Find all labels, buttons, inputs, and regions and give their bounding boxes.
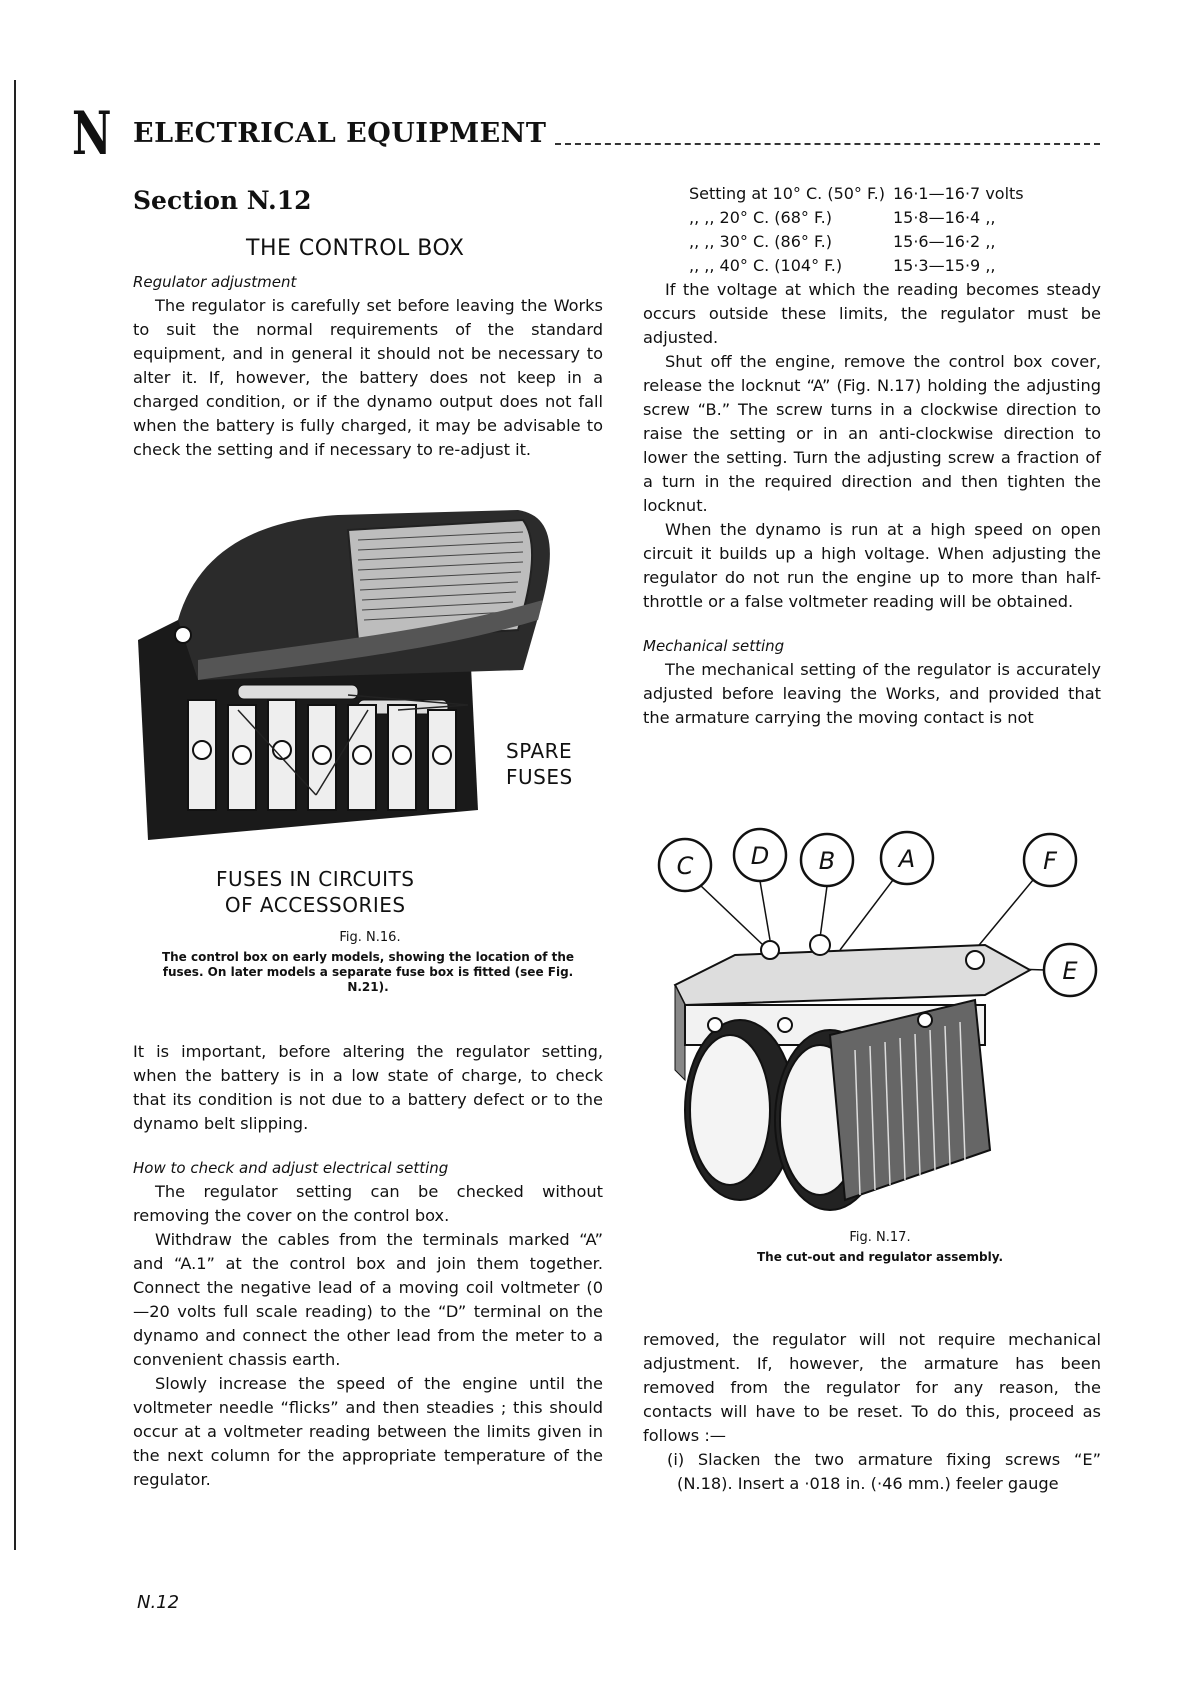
callout-B: B xyxy=(818,847,836,875)
callout-D: D xyxy=(750,842,770,870)
regulator-paragraph: The regulator is carefully set before leaving the Works to suit the normal requirements of the standard equipment, and in general it should not be necessary to alter it. If, however, the battery does not keep in a charged condition, or if the dynamo output does not fall when the battery is fully charged, it may be advisable to check the setting and if necessary to re-adjust it. xyxy=(133,296,603,459)
label-accessory-fuses: FUSES IN CIRCUITS OF ACCESSORIES xyxy=(216,867,415,917)
page-number: N.12 xyxy=(137,1592,180,1613)
section-title: Section N.12 xyxy=(133,186,312,215)
fig17-caption: The cut-out and regulator assembly. xyxy=(756,1250,1003,1264)
important-block xyxy=(133,1040,603,1136)
section-subtitle: THE CONTROL BOX xyxy=(246,236,465,261)
settings-row: Setting at 10° C. (50° F.) 16·1—16·7 volts xyxy=(689,184,1024,203)
settings-block xyxy=(643,182,1101,730)
settings-row: ,, ,, 20° C. (68° F.) 15·8—16·4 ,, xyxy=(689,208,996,227)
chapter-title: ELECTRICAL EQUIPMENT xyxy=(133,118,547,149)
mechanical-setting-heading: Mechanical setting xyxy=(643,637,785,655)
shutoff-paragraph: Shut off the engine, remove the control box cover, release the locknut “A” (Fig. N.17) holding the adjusting screw “B.” The screw turns in a clockwise direction to raise the setting or in an anti-clockwise direction to lower the setting. Turn the adjusting screw a fraction of a turn in the required direction and then tighten the locknut. xyxy=(643,352,1101,515)
callout-A: A xyxy=(898,845,916,873)
important-paragraph: It is important, before altering the regulator setting, when the battery is in a low state of charge, to check that its condition is not due to a battery defect or to the dynamo belt slipping. xyxy=(133,1042,603,1133)
electrical-setting-p3: Slowly increase the speed of the engine until the voltmeter needle “flicks” and then steadies ; this should occur at a voltmeter reading between the limits given in the next column for the appropriate temperature of the regulator. xyxy=(133,1374,603,1489)
callout-C: C xyxy=(676,852,694,880)
margin-rule xyxy=(14,80,16,1550)
settings-row: ,, ,, 40° C. (104° F.) 15·3—15·9 ,, xyxy=(689,256,996,275)
electrical-setting-heading: How to check and adjust electrical setting xyxy=(133,1159,449,1177)
electrical-setting-block xyxy=(133,1156,603,1492)
mechanical-setting-paragraph: The mechanical setting of the regulator is accurately adjusted before leaving the Works, and provided that the armature carrying the moving contact is not xyxy=(643,660,1101,727)
voltage-settings-table xyxy=(685,182,1028,278)
dynamo-paragraph: When the dynamo is run at a high speed on open circuit it builds up a high voltage. When adjusting the regulator do not run the engine up to more than half-throttle or a false voltmeter reading will be obtained. xyxy=(643,520,1101,611)
fig17-number: Fig. N.17. xyxy=(849,1230,911,1245)
step-i: (i) Slacken the two armature fixing screws “E” (N.18). Insert a ·018 in. (·46 mm.) feeler gauge xyxy=(667,1450,1101,1493)
callout-E: E xyxy=(1062,957,1078,985)
reset-block xyxy=(643,1328,1101,1496)
regulator-heading: Regulator adjustment xyxy=(133,273,297,291)
header-rule xyxy=(555,143,1100,145)
control-box-illustration xyxy=(138,510,588,850)
regulator-assembly-illustration xyxy=(655,820,1105,1220)
callout-F: F xyxy=(1043,847,1057,875)
fig16-number: Fig. N.16. xyxy=(339,930,401,945)
label-spare-fuses: SPARE FUSES xyxy=(506,739,573,789)
fig16-caption: The control box on early models, showing the location of the fuses. On later models a separate fuse box is fitted (see Fig. N.21). xyxy=(161,950,575,994)
settings-row: ,, ,, 30° C. (86° F.) 15·6—16·2 ,, xyxy=(689,232,996,251)
regulator-block xyxy=(133,270,603,462)
chapter-letter: N xyxy=(72,99,112,169)
removed-paragraph: removed, the regulator will not require mechanical adjustment. If, however, the armature has been removed from the regulator for any reason, the contacts will have to be reset. To do this, proceed as follows :— xyxy=(643,1330,1101,1445)
electrical-setting-p2: Withdraw the cables from the terminals marked “A” and “A.1” at the control box and join them together. Connect the negative lead of a moving coil voltmeter (0—20 volts full scale reading) to the “D” terminal on the dynamo and connect the other lead from the meter to a convenient chassis earth. xyxy=(133,1230,603,1369)
limits-paragraph: If the voltage at which the reading becomes steady occurs outside these limits, the regulator must be adjusted. xyxy=(643,280,1101,347)
electrical-setting-p1: The regulator setting can be checked without removing the cover on the control box. xyxy=(133,1182,603,1225)
